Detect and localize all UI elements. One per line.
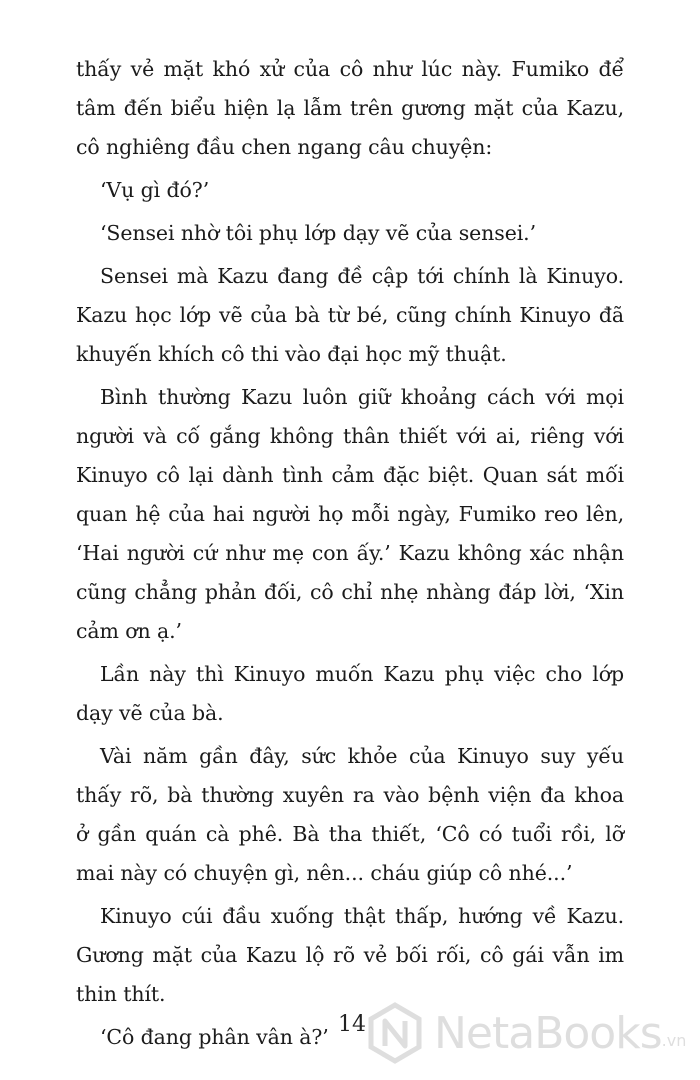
text-line: Lần này thì Kinuyo muốn Kazu phụ việc cho lớp: [100, 662, 624, 686]
watermark: [364, 998, 686, 1068]
text-line: khuyến khích cô thi vào đại học mỹ thuật.: [76, 342, 507, 366]
text-line: Sensei mà Kazu đang đề cập tới chính là Kinuyo.: [100, 264, 624, 288]
body-text: [76, 50, 624, 1057]
text-line: Vài năm gần đây, sức khỏe của Kinuyo suy yếu: [100, 744, 624, 768]
text-line: thấy vẻ mặt khó xử của cô như lúc này. Fumiko để: [76, 57, 624, 81]
page-number: 14: [338, 1012, 366, 1037]
text-line: dạy vẽ của bà.: [76, 701, 224, 725]
text-line: ‘Hai người cứ như mẹ con ấy.’ Kazu không xác nhận: [76, 541, 624, 565]
text-line: thấy rõ, bà thường xuyên ra vào bệnh viện đa khoa: [76, 783, 624, 807]
text-line: quan hệ của hai người họ mỗi ngày, Fumiko reo lên,: [76, 502, 624, 526]
text-line: ‘Vụ gì đó?’: [100, 178, 210, 202]
text-line: cảm ơn ạ.’: [76, 619, 182, 643]
text-line: ‘Cô đang phân vân à?’: [100, 1025, 329, 1049]
text-line: Kinuyo cô lại dành tình cảm đặc biệt. Quan sát mối: [76, 463, 624, 487]
text-line: thin thít.: [76, 982, 166, 1006]
watermark-suffix: .vn: [661, 1031, 687, 1050]
text-line: Gương mặt của Kazu lộ rõ vẻ bối rối, cô gái vẫn im: [76, 943, 624, 967]
netabooks-logo-icon: [364, 1002, 426, 1064]
text-line: tâm đến biểu hiện lạ lẫm trên gương mặt của Kazu,: [76, 96, 624, 120]
watermark-text: NetaBooks: [434, 1007, 662, 1059]
text-line: ở gần quán cà phê. Bà tha thiết, ‘Cô có tuổi rồi, lỡ: [76, 822, 624, 846]
text-line: cô nghiêng đầu chen ngang câu chuyện:: [76, 135, 493, 159]
text-line: ‘Sensei nhờ tôi phụ lớp dạy vẽ của sensei.’: [100, 221, 537, 245]
text-line: người và cố gắng không thân thiết với ai, riêng với: [76, 424, 624, 448]
text-line: Kazu học lớp vẽ của bà từ bé, cũng chính Kinuyo đã: [76, 303, 624, 327]
text-line: mai này có chuyện gì, nên... cháu giúp cô nhé...’: [76, 861, 573, 885]
text-line: Kinuyo cúi đầu xuống thật thấp, hướng về Kazu.: [100, 904, 624, 928]
text-line: cũng chẳng phản đối, cô chỉ nhẹ nhàng đáp lời, ‘Xin: [76, 580, 624, 604]
text-line: Bình thường Kazu luôn giữ khoảng cách với mọi: [100, 385, 624, 409]
